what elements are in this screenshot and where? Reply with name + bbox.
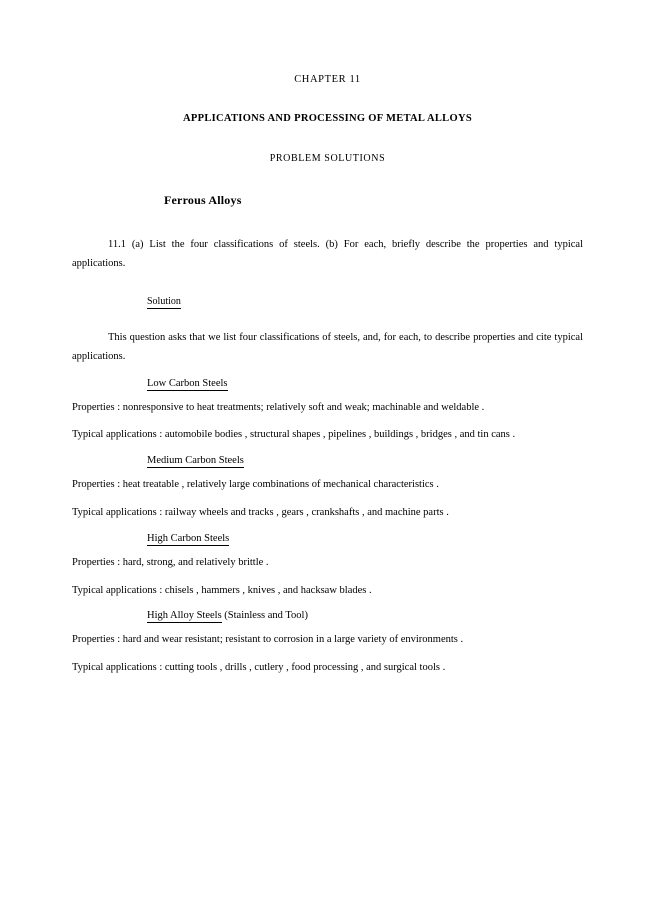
category-heading-text: High Alloy Steels <box>147 610 222 622</box>
category-properties-high-carbon: Properties : hard, strong, and relatively brittle . <box>72 556 269 568</box>
document-page <box>0 74 655 922</box>
category-heading-text: Medium Carbon Steels <box>147 455 244 467</box>
question-text: 11.1 (a) List the four classifications of steels. (b) For each, briefly describe the properties and typical applications. <box>72 239 583 270</box>
category-properties-low-carbon: Properties : nonresponsive to heat treatments; relatively soft and weak; machinable and weldable . <box>72 401 485 413</box>
chapter-heading: CHAPTER 11 <box>294 74 361 85</box>
section-heading-ferrous-alloys: Ferrous Alloys <box>164 193 242 207</box>
category-properties-high-alloy: Properties : hard and wear resistant; resistant to corrosion in a large variety of environments . <box>72 634 464 646</box>
document-subtitle: PROBLEM SOLUTIONS <box>269 153 386 164</box>
question-11-1 <box>72 235 583 274</box>
category-heading-high-alloy <box>147 610 583 621</box>
category-heading-low-carbon <box>147 378 583 389</box>
category-applications-medium-carbon: Typical applications : railway wheels and tracks , gears , crankshafts , and machine parts . <box>72 507 449 519</box>
category-heading-high-carbon <box>147 533 583 544</box>
category-properties-medium-carbon: Properties : heat treatable , relatively large combinations of mechanical characteristics . <box>72 479 439 491</box>
category-heading-text: Low Carbon Steels <box>147 377 228 389</box>
page-title: APPLICATIONS AND PROCESSING OF METAL ALLOYS <box>183 113 472 124</box>
category-heading-suffix: (Stainless and Tool) <box>221 610 308 622</box>
solution-intro-text: This question asks that we list four classifications of steels, and, for each, to describe properties and cite typical applications. <box>72 331 583 363</box>
category-applications-low-carbon: Typical applications : automobile bodies , structural shapes , pipelines , buildings , bridges , and tin cans . <box>72 429 516 441</box>
category-heading-text: High Carbon Steels <box>147 532 230 544</box>
category-applications-high-alloy: Typical applications : cutting tools , drills , cutlery , food processing , and surgical tools . <box>72 662 446 674</box>
solution-label <box>147 296 583 307</box>
solution-intro <box>72 328 583 367</box>
solution-label-text: Solution <box>147 295 181 307</box>
category-applications-high-carbon: Typical applications : chisels , hammers , knives , and hacksaw blades . <box>72 584 372 596</box>
category-heading-medium-carbon <box>147 455 583 466</box>
